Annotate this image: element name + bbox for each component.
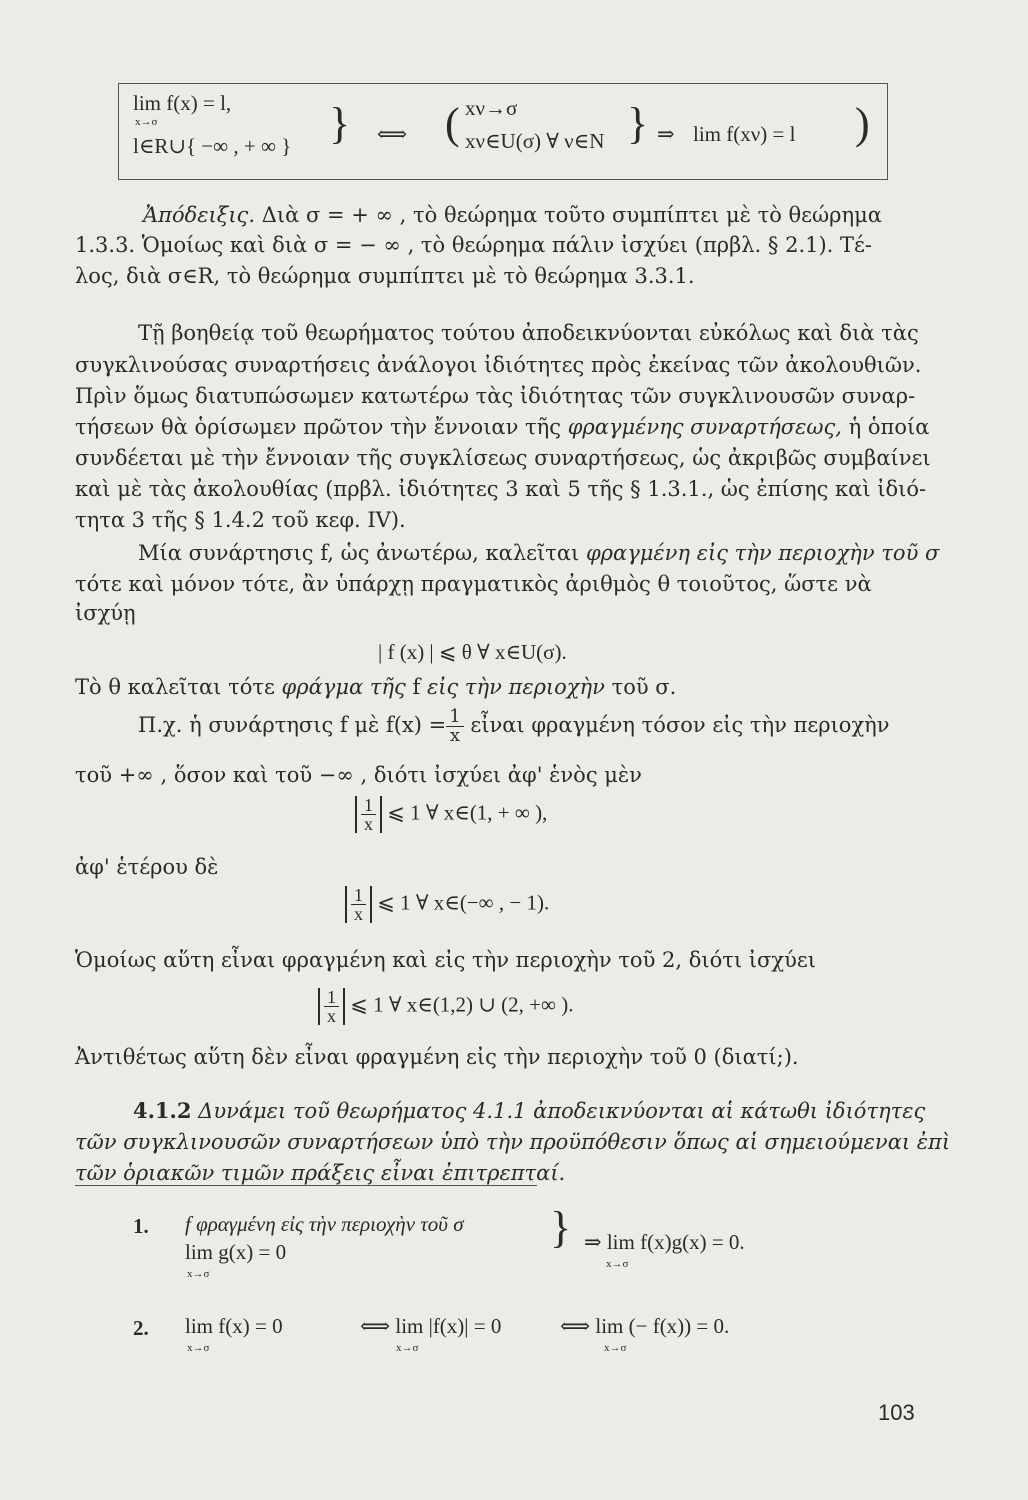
sequence-convergence: xν→σ bbox=[465, 96, 518, 120]
inequality-1: $\frac{1}{x}$ ⩽ 1 ∀ x∈(1, + ∞ ), bbox=[355, 796, 547, 833]
right-brace: } bbox=[627, 99, 649, 148]
page-number: 103 bbox=[878, 1400, 915, 1425]
example-line-3: Ὁμοίως αὕτη εἶναι φραγμένη καὶ εἰς τὴν περιοχὴν τοῦ 2, διότι ἰσχύει bbox=[75, 948, 816, 972]
implies-symbol: ⇒ bbox=[657, 122, 675, 146]
para1-line-3: Πρὶν ὅμως διατυπώσωμεν κατωτέρω τὰς ἰδιότητας τῶν συγκλινουσῶν συναρ- bbox=[75, 384, 916, 408]
inequality-3: $\frac{1}{x}$ ⩽ 1 ∀ x∈(1,2) ∪ (2, +∞ ). bbox=[318, 988, 573, 1025]
proof-line-2: 1.3.3. Ὁμοίως καὶ διὰ σ = − ∞ , τὸ θεώρημα πάλιν ἰσχύει (πρβλ. § 2.1). Τέ- bbox=[75, 233, 873, 257]
proof-line-1: Ἀπόδειξις. Διὰ σ = + ∞ , τὸ θεώρημα τοῦτο συμπίπτει μὲ τὸ θεώρημα bbox=[143, 203, 882, 227]
equivalence-symbol: ⟺ bbox=[377, 122, 408, 146]
theorem-lim-f: lim f(x) = l, bbox=[133, 91, 232, 115]
para1-line-5: συνδέεται μὲ τὴν ἔννοιαν τῆς συγκλίσεως συναρτήσεως, ὡς ἀκριβῶς συμβαίνει bbox=[75, 446, 931, 470]
theorem-box bbox=[118, 83, 888, 180]
property-2-part-a: lim f(x) = 0 bbox=[185, 1314, 283, 1338]
proof-line-3: λος, διὰ σ∈R, τὸ θεώρημα συμπίπτει μὲ τὸ θεώρημα 3.3.1. bbox=[75, 264, 695, 288]
property-1-number: 1. bbox=[133, 1214, 149, 1238]
section-line-3: τῶν ὁριακῶν τιμῶν πράξεις εἶναι ἐπιτρεπταί. bbox=[75, 1161, 566, 1185]
property-2-sub-a: x→σ bbox=[187, 1342, 210, 1354]
proof-label: Ἀπόδειξις. bbox=[143, 203, 255, 227]
example-line-1: Π.χ. ἡ συνάρτησις f μὲ f(x) = $\frac{1}{x}$ εἶναι φραγμένη τόσον εἰς τὴν περιοχὴν bbox=[138, 706, 890, 746]
property-1-condition-2: lim g(x) = 0 bbox=[185, 1240, 287, 1264]
bound-formula: | f (x) | ⩽ θ ∀ x∈U(σ). bbox=[378, 640, 567, 664]
para1-line-4: τήσεων θὰ ὁρίσωμεν πρῶτον τὴν ἔννοιαν τῆς φραγμένης συναρτήσεως, ἡ ὁποία bbox=[75, 415, 930, 439]
property-2-sub-c: x→σ bbox=[604, 1342, 627, 1354]
property-2-sub-b: x→σ bbox=[396, 1342, 419, 1354]
theorem-l-domain: l∈R∪{ −∞ , + ∞ } bbox=[133, 134, 292, 158]
property-2-part-b: ⟺ lim |f(x)| = 0 bbox=[360, 1314, 502, 1338]
section-number: 4.1.2 bbox=[133, 1098, 192, 1123]
theorem-conclusion: lim f(xν) = l bbox=[693, 122, 796, 146]
para1-line-6: καὶ μὲ τὰς ἀκολουθίας (πρβλ. ἰδιότητες 3 καὶ 5 τῆς § 1.3.1., ὡς ἐπίσης καὶ ἰδιό- bbox=[75, 477, 927, 501]
left-brace-close: } bbox=[329, 99, 351, 148]
property-2-number: 2. bbox=[133, 1316, 149, 1340]
property-2-part-c: ⟺ lim (− f(x)) = 0. bbox=[560, 1314, 730, 1338]
para2-line-3: ἰσχύῃ bbox=[75, 601, 136, 625]
section-line-1: 4.1.2 Δυνάμει τοῦ θεωρήματος 4.1.1 ἀποδεικνύονται αἱ κάτωθι ἰδιότητες bbox=[133, 1098, 926, 1123]
para2-line-4: Τὸ θ καλεῖται τότε φράγμα τῆς f εἰς τὴν περιοχὴν τοῦ σ. bbox=[75, 675, 677, 699]
para2-line-2: τότε καὶ μόνον τότε, ἂν ὑπάρχῃ πραγματικὸς ἀριθμὸς θ τοιοῦτος, ὥστε νὰ bbox=[75, 572, 872, 596]
para2-line-1: Μία συνάρτησις f, ὡς ἀνωτέρω, καλεῖται φραγμένη εἰς τὴν περιοχὴν τοῦ σ bbox=[138, 541, 940, 565]
property-1-subscript: x→σ bbox=[187, 1268, 210, 1280]
para1-line-1: Τῇ βοηθείᾳ τοῦ θεωρήματος τούτου ἀποδεικνύονται εὐκόλως καὶ διὰ τὰς bbox=[138, 321, 919, 345]
para1-line-7: τητα 3 τῆς § 1.4.2 τοῦ κεφ. IV). bbox=[75, 508, 406, 532]
section-underline bbox=[75, 1185, 537, 1186]
paren-open: ( bbox=[445, 99, 460, 148]
property-1-condition-1: f φραγμένη εἰς τὴν περιοχὴν τοῦ σ bbox=[185, 1212, 464, 1236]
example-line-4: Ἀντιθέτως αὕτη δὲν εἶναι φραγμένη εἰς τὴν περιοχὴν τοῦ 0 (διατί;). bbox=[75, 1045, 799, 1069]
aph-eterou: ἀφ' ἑτέρου δὲ bbox=[75, 855, 219, 879]
theorem-lim-subscript: x→σ bbox=[135, 116, 158, 128]
one-over-x-fraction: $\frac{1}{x}$ bbox=[446, 708, 463, 745]
property-1-result-subscript: x→σ bbox=[606, 1258, 629, 1270]
paren-close: ) bbox=[855, 99, 870, 148]
sequence-domain: xν∈U(σ) ∀ ν∈N bbox=[465, 129, 605, 153]
property-1-brace: } bbox=[550, 1203, 572, 1252]
section-line-2: τῶν συγκλινουσῶν συναρτήσεων ὑπὸ τὴν προϋπόθεσιν ὅπως αἱ σημειούμεναι ἐπὶ bbox=[75, 1130, 951, 1154]
inequality-2: $\frac{1}{x}$ ⩽ 1 ∀ x∈(−∞ , − 1). bbox=[345, 886, 549, 923]
example-line-2: τοῦ +∞ , ὅσον καὶ τοῦ −∞ , διότι ἰσχύει ἀφ' ἑνὸς μὲν bbox=[75, 763, 642, 787]
para1-line-2: συγκλινούσας συναρτήσεις ἀνάλογοι ἰδιότητες πρὸς ἐκείνας τῶν ἀκολουθιῶν. bbox=[75, 353, 922, 377]
property-1-result: ⇒ lim f(x)g(x) = 0. bbox=[584, 1230, 745, 1254]
